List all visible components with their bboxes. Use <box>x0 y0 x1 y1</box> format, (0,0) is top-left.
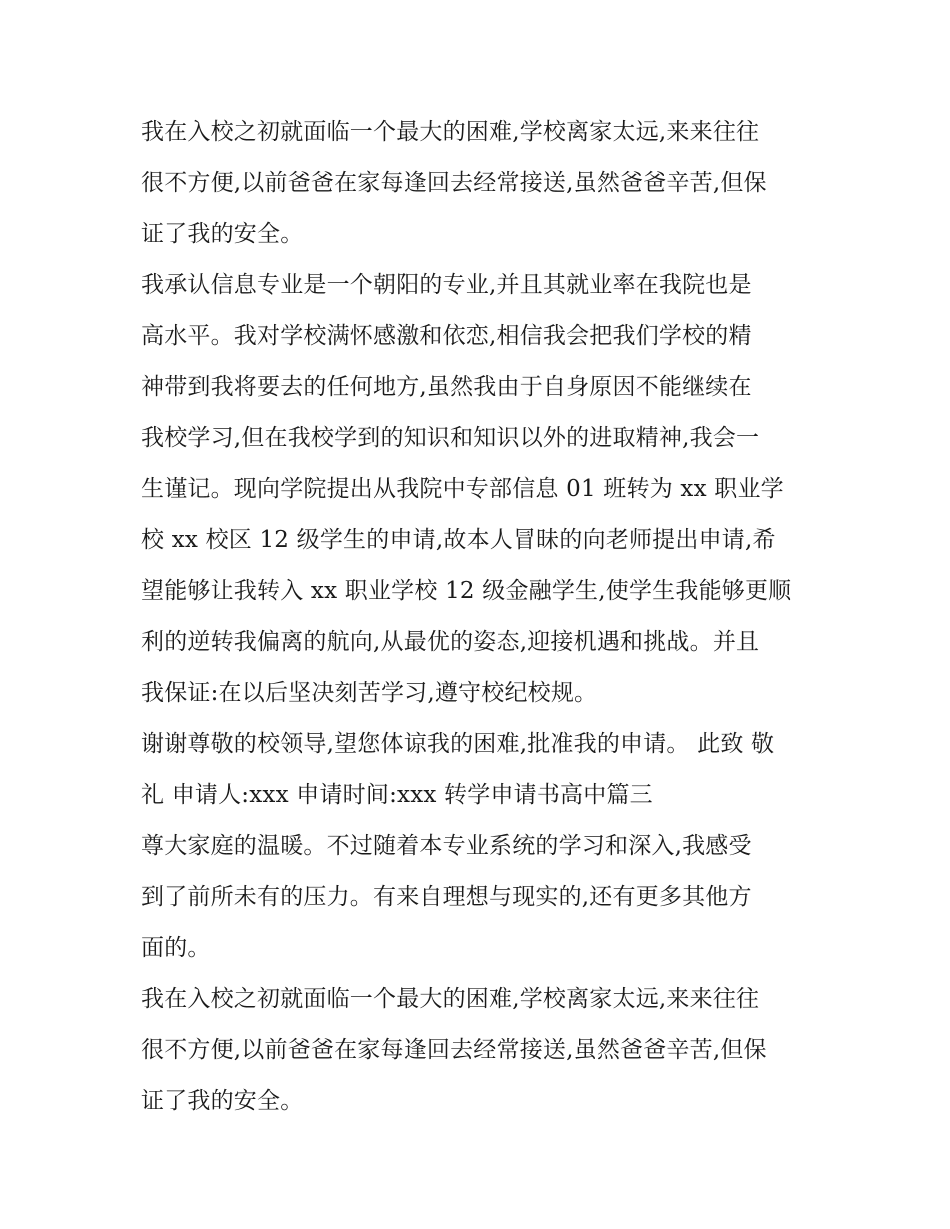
text-line: 我校学习,但在我校学到的知识和知识以外的进取精神,我会一 <box>141 425 760 451</box>
text-line: 望能够让我转入 xx 职业学校 12 级金融学生,使学生我能够更顺 <box>141 578 792 604</box>
text-line: 高水平。我对学校满怀感激和依恋,相信我会把我们学校的精 <box>141 323 752 349</box>
document-body <box>141 107 813 1127</box>
text-line: 我在入校之初就面临一个最大的困难,学校离家太远,来来往往 <box>141 986 760 1012</box>
text-line: 到了前所未有的压力。有来自理想与现实的,还有更多其他方 <box>141 884 752 910</box>
text-line: 证了我的安全。 <box>141 1088 304 1114</box>
text-line: 尊大家庭的温暖。不过随着本专业系统的学习和深入,我感受 <box>141 833 752 859</box>
text-line: 生谨记。现向学院提出从我院中专部信息 01 班转为 xx 职业学 <box>141 476 784 502</box>
text-line: 很不方便,以前爸爸在家每逢回去经常接送,虽然爸爸辛苦,但保 <box>141 170 767 196</box>
text-line: 面的。 <box>141 935 211 961</box>
text-line: 我在入校之初就面临一个最大的困难,学校离家太远,来来往往 <box>141 119 760 145</box>
text-line: 证了我的安全。 <box>141 221 304 247</box>
text-line: 利的逆转我偏离的航向,从最优的姿态,迎接机遇和挑战。并且 <box>141 629 760 655</box>
text-line: 我保证:在以后坚决刻苦学习,遵守校纪校规。 <box>141 680 598 706</box>
text-line: 我承认信息专业是一个朝阳的专业,并且其就业率在我院也是 <box>141 272 752 298</box>
text-line: 谢谢尊敬的校领导,望您体谅我的困难,批准我的申请。 此致 敬 <box>141 731 775 757</box>
text-line: 很不方便,以前爸爸在家每逢回去经常接送,虽然爸爸辛苦,但保 <box>141 1037 767 1063</box>
text-line: 礼 申请人:xxx 申请时间:xxx 转学申请书高中篇三 <box>141 782 653 808</box>
text-line: 神带到我将要去的任何地方,虽然我由于自身原因不能继续在 <box>141 374 752 400</box>
text-line: 校 xx 校区 12 级学生的申请,故本人冒昧的向老师提出申请,希 <box>141 527 776 553</box>
